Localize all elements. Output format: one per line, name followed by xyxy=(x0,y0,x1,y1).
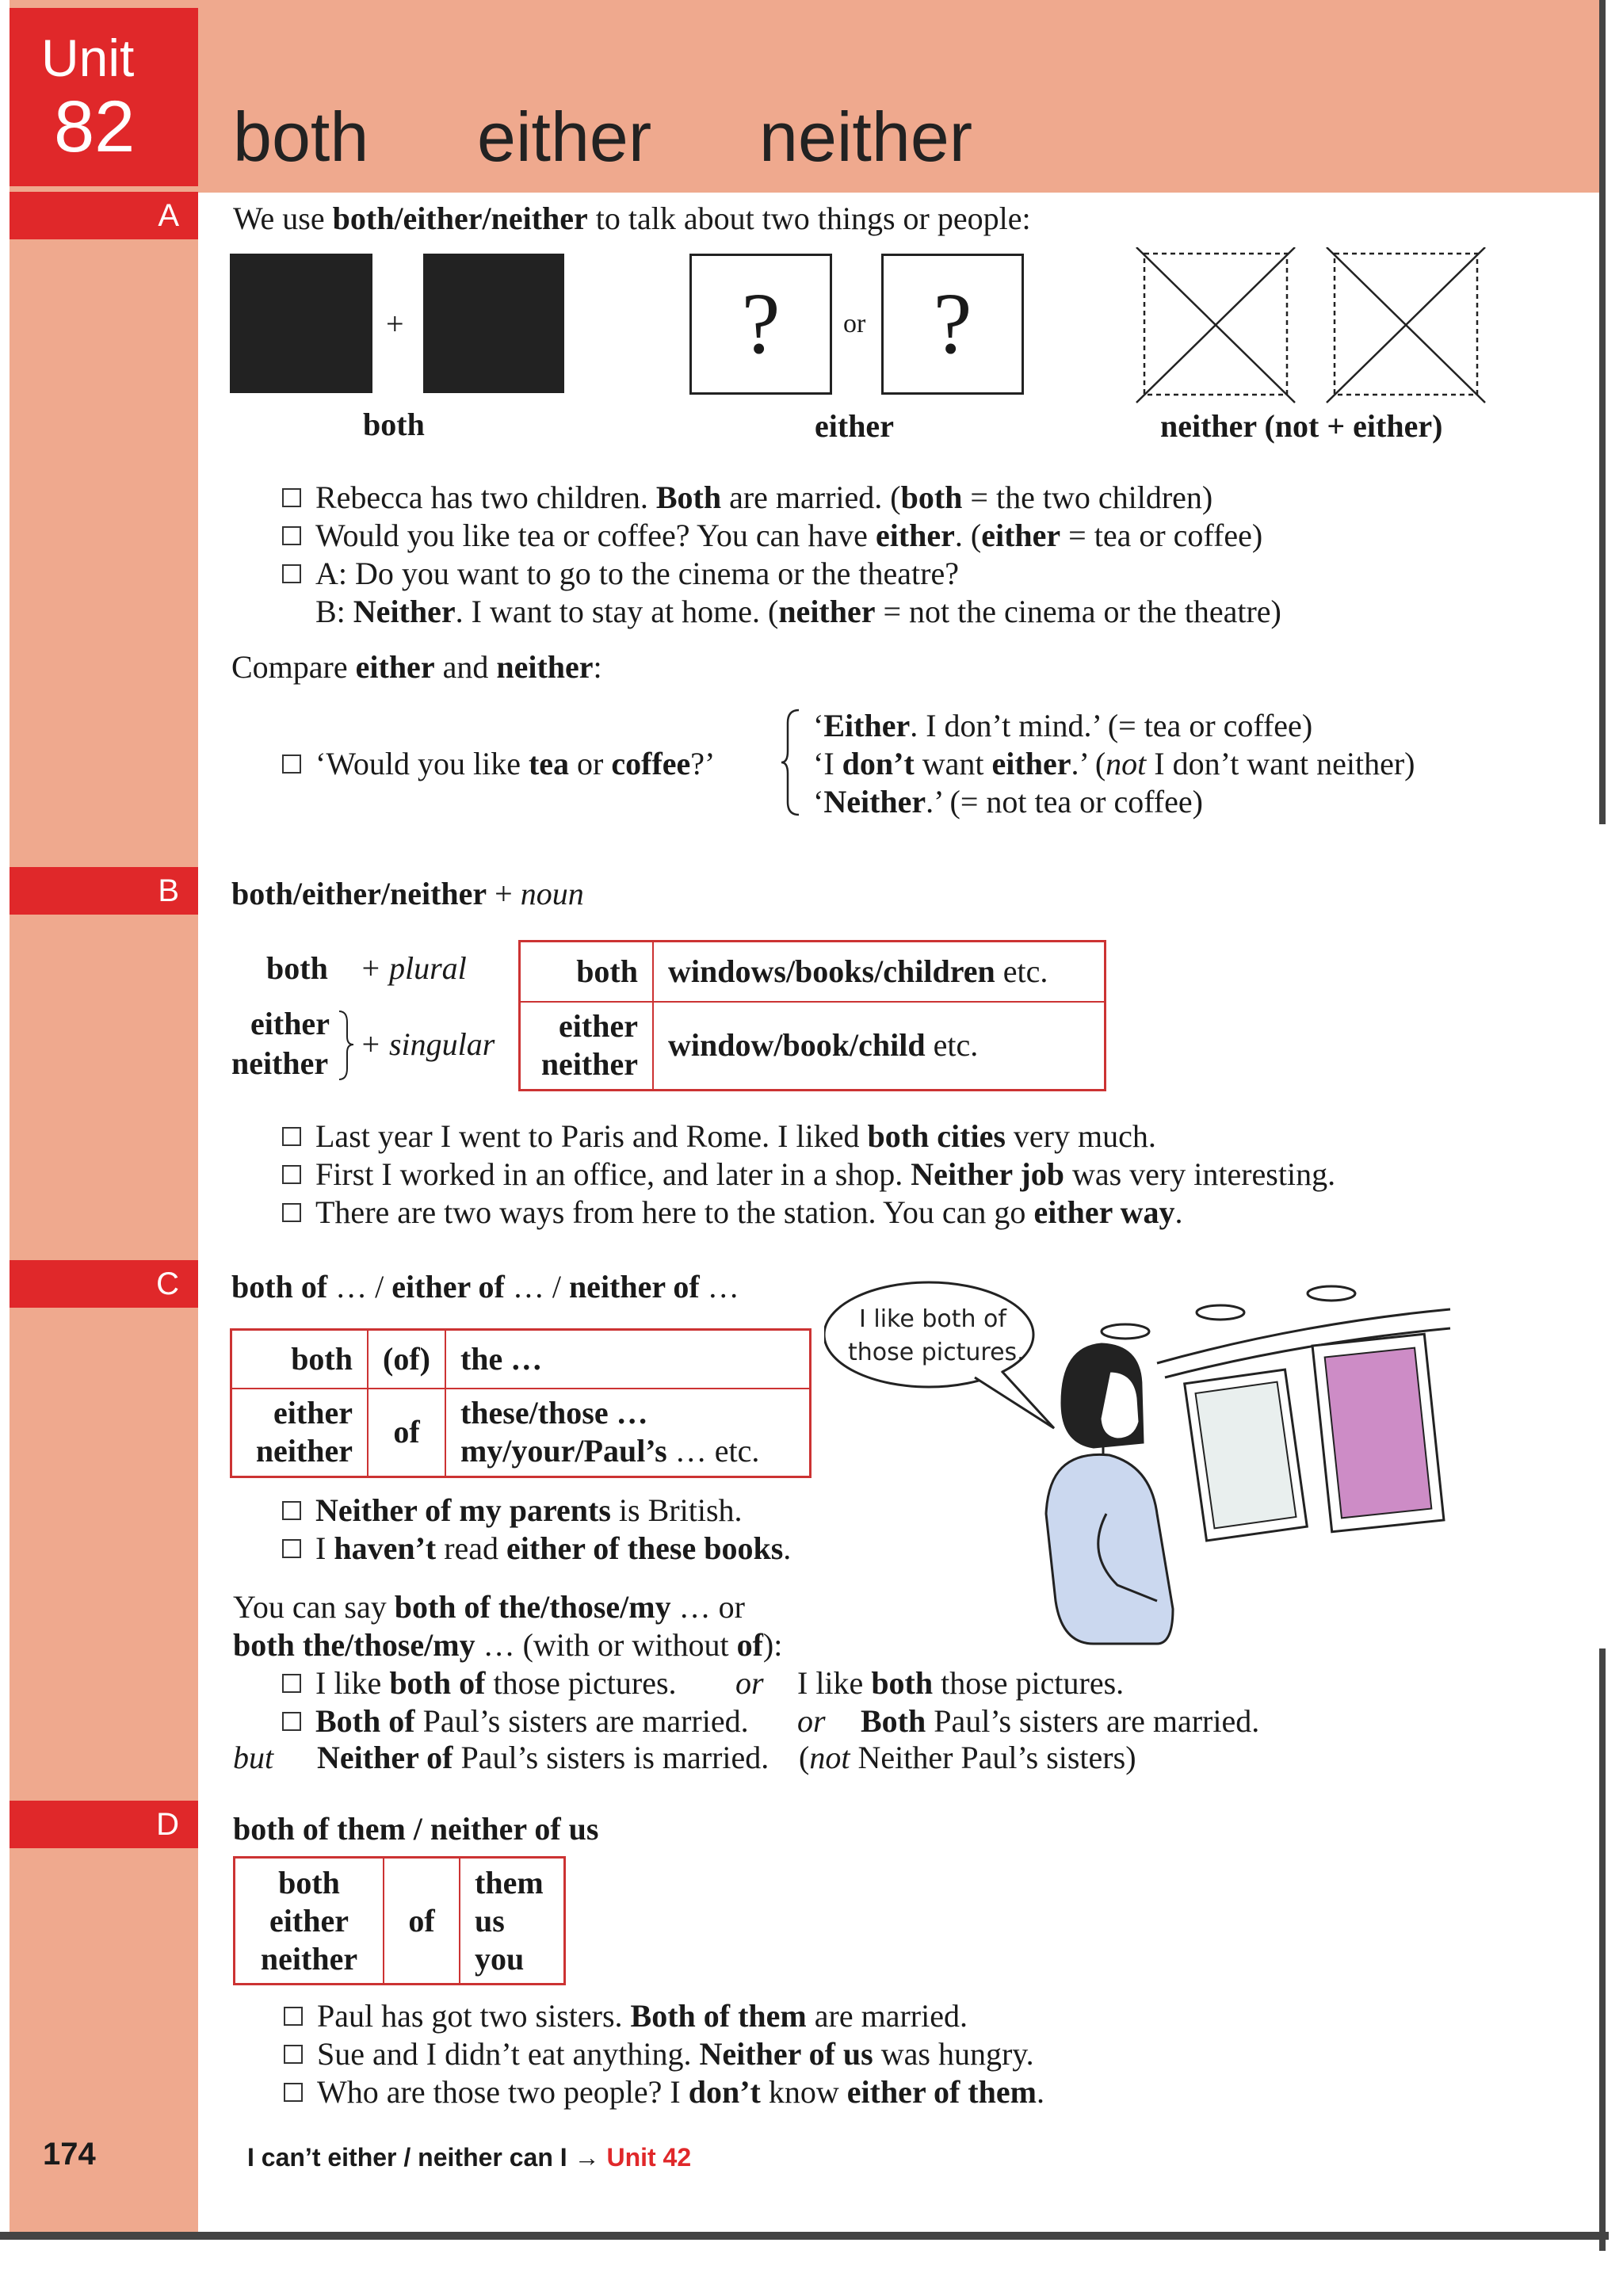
example-c4-left: Both of Paul’s sisters are married. xyxy=(282,1702,749,1740)
compare-reply-3: ‘Neither.’ (= not tea or coffee) xyxy=(813,784,1203,819)
rule-neither: neither xyxy=(231,1045,329,1081)
bullet-square-icon xyxy=(282,1712,301,1731)
table-cell: window/book/child etc. xyxy=(653,1002,1106,1091)
table-cell: both xyxy=(520,942,654,1002)
bullet-square-icon xyxy=(282,488,301,507)
caption-both: both xyxy=(363,407,425,442)
left-margin-band xyxy=(10,0,198,2235)
example-c5-right: (not Neither Paul’s sisters) xyxy=(799,1740,1136,1775)
unit-42-link[interactable]: Unit 42 xyxy=(606,2143,692,2172)
table-cell: both xyxy=(231,1330,369,1389)
you-can-say-line-2: both the/those/my … (with or without of): xyxy=(233,1627,783,1663)
section-d-heading: both of them / neither of us xyxy=(233,1811,599,1847)
bullet-square-icon xyxy=(284,2007,303,2026)
table-cell: these/those … my/your/Paul’s … etc. xyxy=(445,1389,811,1477)
example-b3: There are two ways from here to the station. You can go either way. xyxy=(282,1194,1183,1232)
bullet-square-icon xyxy=(282,1165,301,1184)
both-square-left xyxy=(230,254,372,393)
bottom-rule xyxy=(0,2232,1609,2240)
bullet-square-icon xyxy=(282,755,301,774)
example-c3-right: I like both those pictures. xyxy=(797,1665,1125,1701)
bullet-square-icon xyxy=(282,564,301,583)
pronoun-table xyxy=(233,1856,566,1985)
rule-singular: + singular xyxy=(360,1026,495,1062)
section-tab-a: A xyxy=(10,192,198,239)
rule-plural: + plural xyxy=(360,950,467,986)
right-edge-rule xyxy=(1599,0,1606,824)
table-cell: them us you xyxy=(460,1858,565,1985)
table-cell: (of) xyxy=(368,1330,445,1389)
bullet-square-icon xyxy=(282,1674,301,1693)
neither-crossed-boxes xyxy=(1133,247,1498,406)
example-a3-reply: B: Neither. I want to stay at home. (neither = not the cinema or the theatre) xyxy=(315,594,1281,629)
example-d1: Paul has got two sisters. Both of them are married. xyxy=(284,1997,968,2035)
either-question-box-right: ? xyxy=(881,254,1024,395)
or-word: or xyxy=(797,1703,826,1739)
section-a-intro: We use both/either/neither to talk about two things or people: xyxy=(233,201,1031,236)
bullet-square-icon xyxy=(284,2083,303,2102)
table-cell: of xyxy=(384,1858,460,1985)
example-b2: First I worked in an office, and later in a shop. Neither job was very interesting. xyxy=(282,1156,1335,1194)
speech-bubble-line-2: those pictures. xyxy=(848,1339,1025,1366)
caption-neither: neither (not + either) xyxy=(1160,408,1443,444)
either-question-box-left: ? xyxy=(689,254,832,395)
page-title-either: either xyxy=(477,97,652,176)
bullet-square-icon xyxy=(282,1539,301,1558)
bullet-square-icon xyxy=(282,1203,301,1222)
example-b1: Last year I went to Paris and Rome. I liked both cities very much. xyxy=(282,1117,1156,1156)
table-cell: windows/books/children etc. xyxy=(653,942,1106,1002)
section-tab-b: B xyxy=(10,867,198,915)
example-c2: I haven’t read either of these books. xyxy=(282,1530,791,1568)
table-cell: both either neither xyxy=(235,1858,384,1985)
example-a1: Rebecca has two children. Both are married. (both = the two children) xyxy=(282,479,1212,517)
rule-both: both xyxy=(266,950,328,986)
both-square-right xyxy=(423,254,564,393)
but-word: but xyxy=(233,1740,274,1775)
caption-either: either xyxy=(815,408,894,444)
example-c4-right: Both Paul’s sisters are married. xyxy=(861,1703,1260,1739)
noun-table xyxy=(518,940,1106,1091)
right-edge-rule-lower xyxy=(1599,1648,1606,2251)
example-c3-left: I like both of those pictures. xyxy=(282,1664,677,1702)
bullet-square-icon xyxy=(284,2045,303,2064)
table-cell: either neither xyxy=(520,1002,654,1091)
woman-looking-at-pictures-illustration xyxy=(824,1252,1458,1648)
section-c-heading: both of … / either of … / neither of … xyxy=(231,1269,739,1305)
example-d2: Sue and I didn’t eat anything. Neither of us was hungry. xyxy=(284,2035,1034,2073)
page-number: 174 xyxy=(43,2137,96,2172)
unit-label: Unit xyxy=(41,29,135,87)
example-a3: A: Do you want to go to the cinema or the theatre? xyxy=(282,555,959,593)
speech-bubble-line-1: I like both of xyxy=(859,1305,1006,1333)
bullet-square-icon xyxy=(282,526,301,545)
example-c5-left: Neither of Paul’s sisters is married. xyxy=(317,1740,769,1775)
section-tab-c: C xyxy=(10,1260,198,1308)
you-can-say-line-1: You can say both of the/those/my … or xyxy=(233,1589,745,1625)
section-tab-d: D xyxy=(10,1801,198,1848)
cross-reference: I can’t either / neither can I → Unit 42 xyxy=(247,2143,692,2172)
or-word: or xyxy=(735,1665,764,1701)
compare-question: ‘Would you like tea or coffee?’ xyxy=(282,745,715,783)
compare-reply-1: ‘Either. I don’t mind.’ (= tea or coffee) xyxy=(813,708,1313,743)
bullet-square-icon xyxy=(282,1127,301,1146)
compare-reply-2: ‘I don’t want either.’ (not I don’t want neither) xyxy=(813,746,1415,781)
rule-either: either xyxy=(250,1006,330,1041)
page-title-both: both xyxy=(233,97,369,176)
page-title-neither: neither xyxy=(759,97,973,176)
table-cell: either neither xyxy=(231,1389,369,1477)
plus-sign: + xyxy=(386,306,404,342)
table-cell: of xyxy=(368,1389,445,1477)
unit-number: 82 xyxy=(54,86,136,167)
section-b-heading: both/either/neither + noun xyxy=(231,876,584,911)
curly-brace xyxy=(780,707,804,818)
of-table xyxy=(230,1328,812,1478)
example-c1: Neither of my parents is British. xyxy=(282,1492,743,1530)
example-a2: Would you like tea or coffee? You can have either. (either = tea or coffee) xyxy=(282,517,1262,555)
table-cell: the … xyxy=(445,1330,811,1389)
or-label: or xyxy=(843,309,866,338)
example-d3: Who are those two people? I don’t know either of them. xyxy=(284,2073,1044,2111)
bullet-square-icon xyxy=(282,1501,301,1520)
small-brace xyxy=(336,1008,355,1083)
compare-heading: Compare either and neither: xyxy=(231,649,602,685)
